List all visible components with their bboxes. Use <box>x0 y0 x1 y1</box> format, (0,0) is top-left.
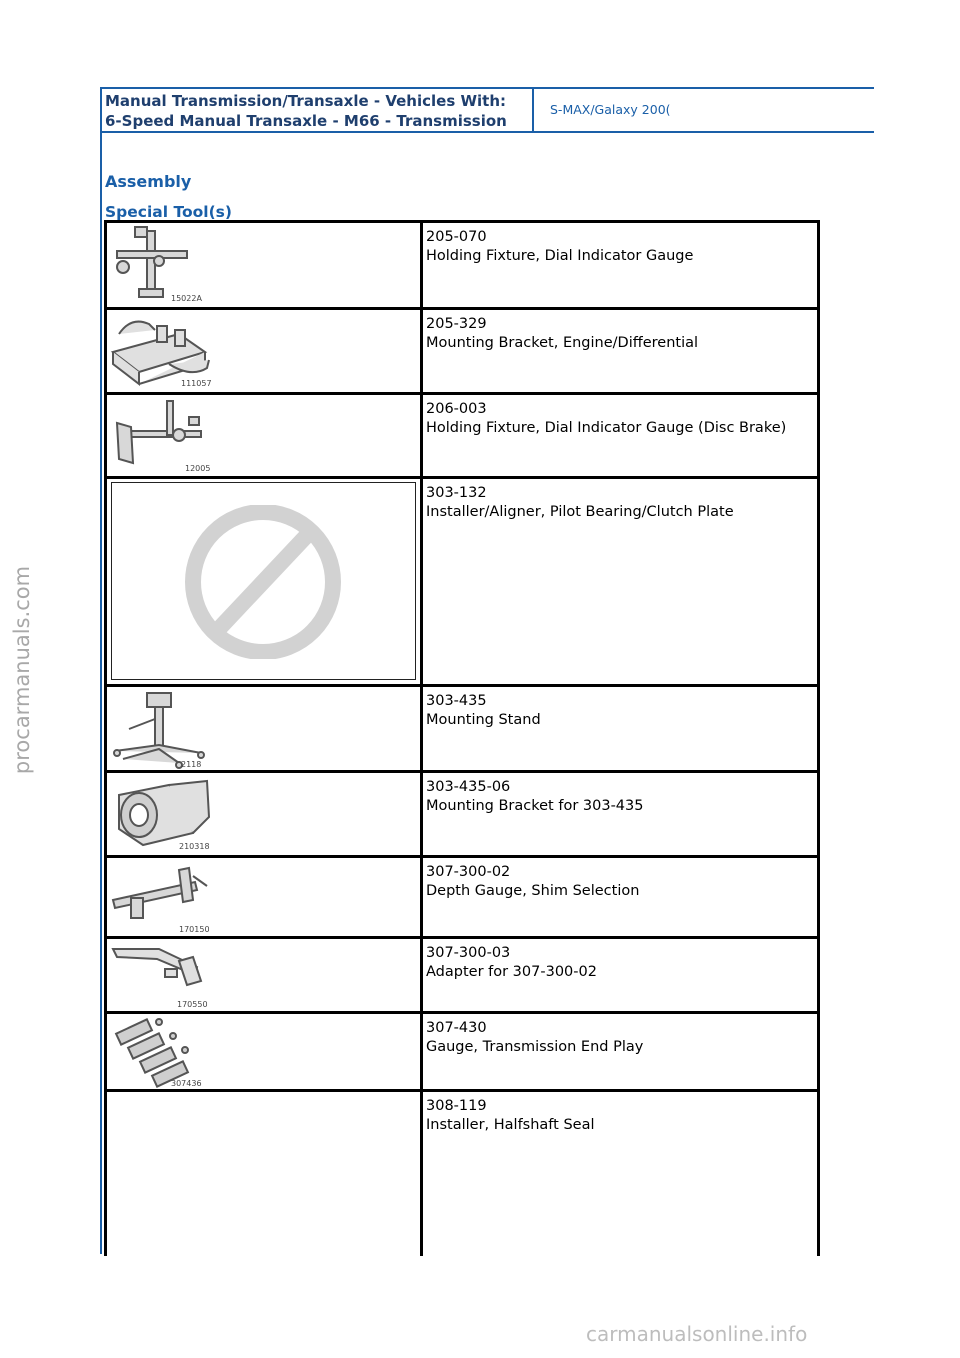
tool-name: Gauge, Transmission End Play <box>426 1039 644 1055</box>
tool-name: Holding Fixture, Dial Indicator Gauge (Disc Brake) <box>426 420 787 436</box>
tool-image-cell <box>107 310 423 392</box>
bracket-icon <box>109 775 409 853</box>
tool-name: Adapter for 307-300-02 <box>426 964 597 980</box>
tool-image-label: 12005 <box>185 464 211 473</box>
tool-number: 303-132 <box>426 485 487 501</box>
tool-row <box>104 395 820 479</box>
tool-image-cell <box>107 223 423 307</box>
section-title: Assembly <box>105 172 192 191</box>
tool-row <box>104 687 820 773</box>
tool-name: Mounting Bracket for 303-435 <box>426 798 644 814</box>
tool-number: 307-430 <box>426 1020 487 1036</box>
tool-row <box>104 1092 820 1256</box>
tool-name: Depth Gauge, Shim Selection <box>426 883 640 899</box>
tool-number: 205-329 <box>426 316 487 332</box>
tool-row <box>104 1014 820 1092</box>
tool-image-cell <box>107 773 423 855</box>
left-margin-rule <box>100 88 102 1254</box>
tool-text-cell <box>423 858 817 936</box>
tool-row <box>104 479 820 687</box>
tool-text-cell <box>423 1014 817 1089</box>
tool-name: Mounting Stand <box>426 712 541 728</box>
side-watermark <box>0 560 44 780</box>
disc-brake-gauge-holder-icon <box>109 397 409 473</box>
tool-image-label: 170150 <box>179 925 210 934</box>
subsection-title: Special Tool(s) <box>105 203 232 221</box>
tool-image-cell <box>107 1092 423 1256</box>
tool-name: Holding Fixture, Dial Indicator Gauge <box>426 248 694 264</box>
tool-image-cell <box>107 479 423 684</box>
tool-image-cell <box>107 939 423 1011</box>
tool-name: Installer/Aligner, Pilot Bearing/Clutch Plate <box>426 504 734 520</box>
tool-text-cell <box>423 310 817 392</box>
tool-image-label: 111057 <box>181 379 212 388</box>
tool-image-label: 170550 <box>177 1000 208 1009</box>
tool-image-cell <box>107 1014 423 1089</box>
mounting-bracket-icon <box>109 312 409 390</box>
tool-number: 206-003 <box>426 401 487 417</box>
tool-number: 308-119 <box>426 1098 487 1114</box>
mounting-stand-icon <box>109 689 409 769</box>
image-unavailable-icon <box>173 505 353 659</box>
tool-row <box>104 773 820 858</box>
tool-row <box>104 310 820 395</box>
tool-text-cell <box>423 395 817 476</box>
tool-image-cell <box>107 687 423 770</box>
side-watermark-text: procarmanuals.com <box>10 565 34 775</box>
tool-number: 303-435-06 <box>426 779 511 795</box>
header-title-line2: 6-Speed Manual Transaxle - M66 - Transmission <box>105 112 507 130</box>
tool-text-cell <box>423 479 817 684</box>
adapter-icon <box>109 941 409 1009</box>
tool-image-label: 307436 <box>171 1079 202 1088</box>
tool-row <box>104 223 820 310</box>
special-tools-table <box>104 220 820 1256</box>
tool-name: Mounting Bracket, Engine/Differential <box>426 335 699 351</box>
tool-image-cell <box>107 395 423 476</box>
tool-image-label: 2118 <box>181 760 202 769</box>
tool-text-cell <box>423 687 817 770</box>
header-model: S-MAX/Galaxy 200( <box>550 102 671 117</box>
tool-text-cell <box>423 773 817 855</box>
tool-image-label: 210318 <box>179 842 210 851</box>
page-header <box>100 87 874 133</box>
dial-indicator-holder-icon <box>109 225 409 305</box>
tool-image-label: 15022A <box>171 294 202 303</box>
header-title <box>100 89 534 131</box>
tool-number: 307-300-03 <box>426 945 511 961</box>
tool-row <box>104 939 820 1014</box>
tool-text-cell <box>423 1092 817 1256</box>
tool-image-cell <box>107 858 423 936</box>
depth-gauge-icon <box>109 860 409 934</box>
tool-number: 303-435 <box>426 693 487 709</box>
header-title-line1: Manual Transmission/Transaxle - Vehicles With: <box>105 92 507 110</box>
bottom-watermark: carmanualsonline.info <box>586 1322 808 1346</box>
end-play-gauge-icon <box>109 1016 409 1088</box>
tool-number: 205-070 <box>426 229 487 245</box>
tool-name: Installer, Halfshaft Seal <box>426 1117 595 1133</box>
tool-number: 307-300-02 <box>426 864 511 880</box>
tool-row <box>104 858 820 939</box>
tool-text-cell <box>423 939 817 1011</box>
tool-text-cell <box>423 223 817 307</box>
